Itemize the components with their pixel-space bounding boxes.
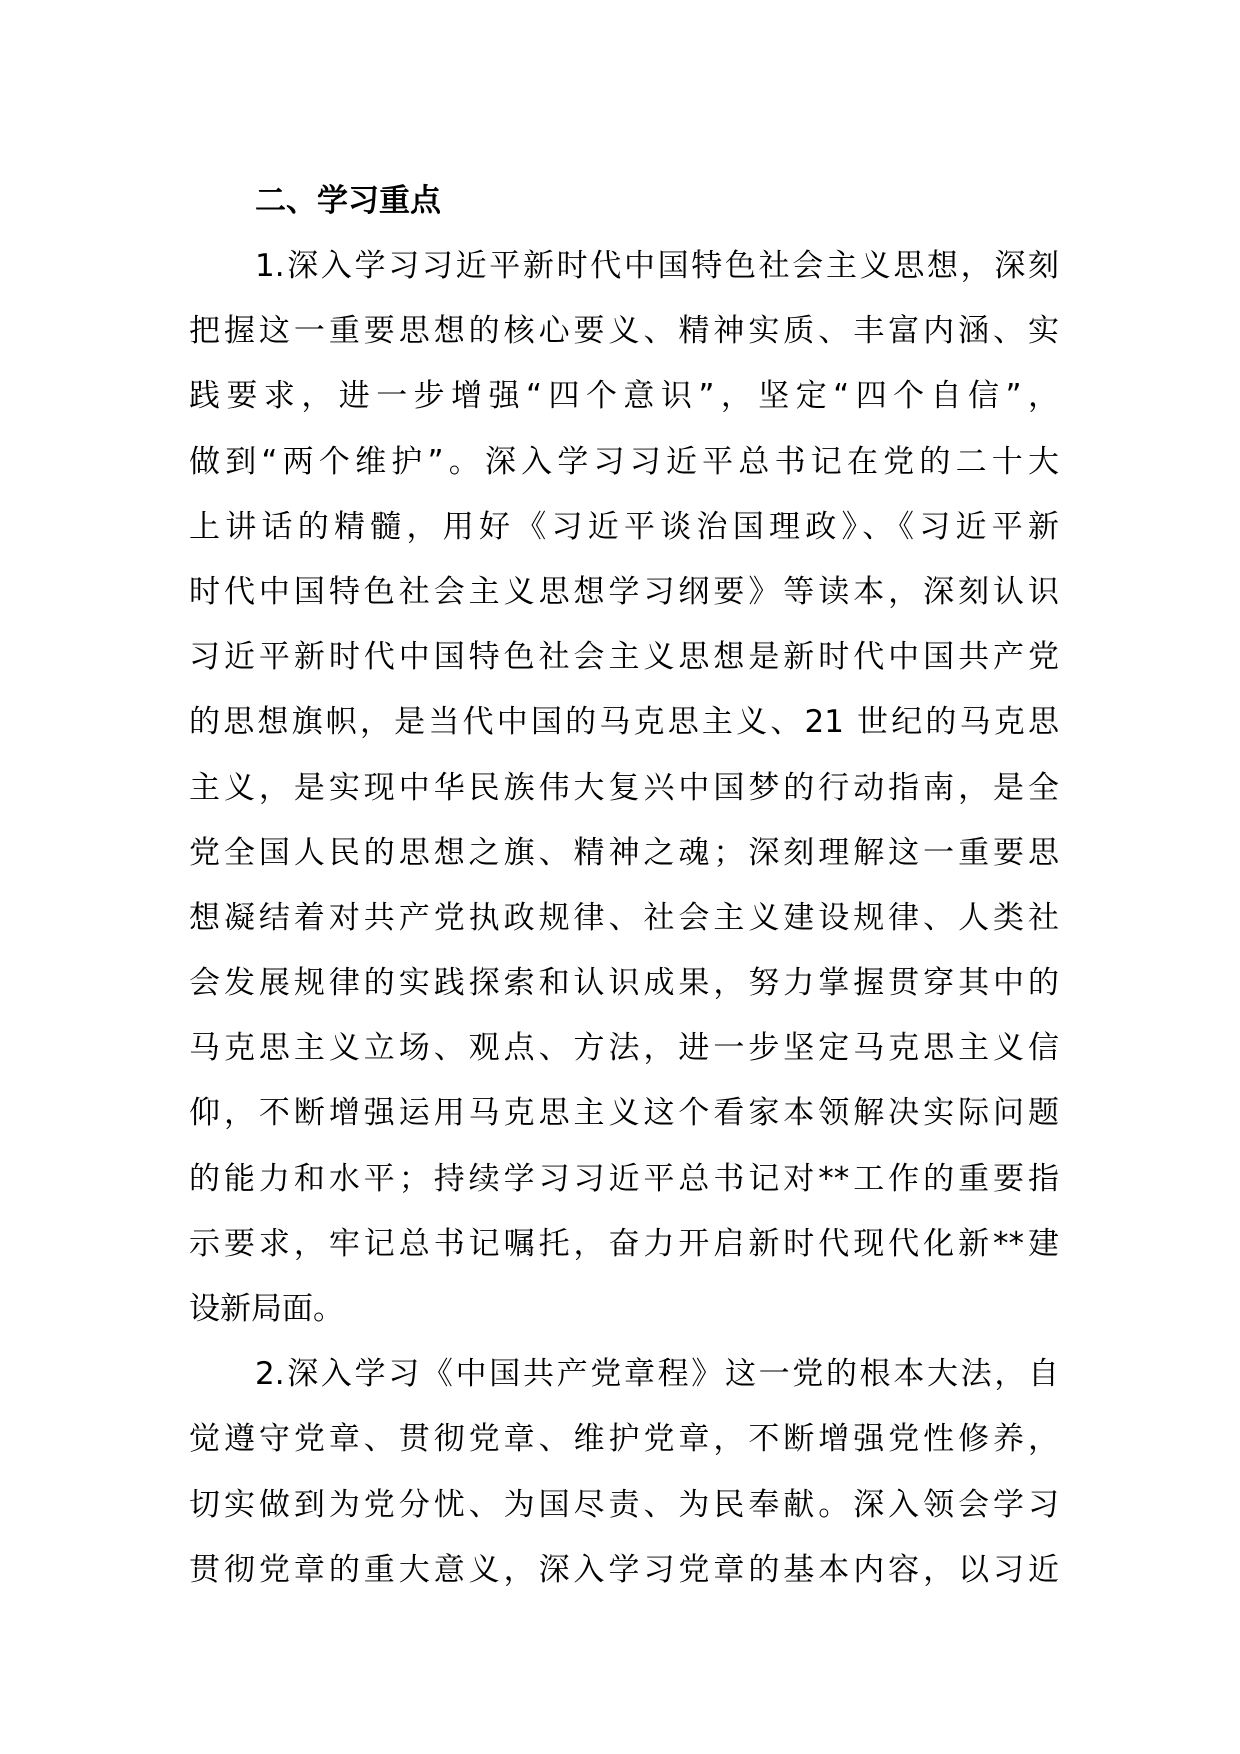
text-line: 主义，是实现中华民族伟大复兴中国梦的行动指南，是全 — [189, 769, 1059, 806]
text-line: 1.深入学习习近平新时代中国特色社会主义思想，深刻 — [255, 248, 1059, 284]
text-line: 仰，不断增强运用马克思主义这个看家本领解决实际问题 — [189, 1095, 1059, 1132]
text-line: 示要求，牢记总书记嘱托，奋力开启新时代现代化新**建 — [189, 1225, 1059, 1262]
text-line: 习近平新时代中国特色社会主义思想是新时代中国共产党 — [189, 639, 1059, 676]
section-heading: 二、学习重点 — [255, 183, 441, 219]
text-line: 马克思主义立场、观点、方法，进一步坚定马克思主义信 — [189, 1030, 1059, 1067]
text-line: 切实做到为党分忧、为国尽责、为民奉献。深入领会学习 — [189, 1486, 1059, 1523]
text-line: 党全国人民的思想之旗、精神之魂；深刻理解这一重要思 — [189, 834, 1059, 871]
text-line: 把握这一重要思想的核心要义、精神实质、丰富内涵、实 — [189, 313, 1059, 350]
document-body — [189, 168, 1059, 1603]
text-line: 践要求，进一步增强“四个意识”，坚定“四个自信”， — [189, 378, 1059, 415]
text-line: 会发展规律的实践探索和认识成果，努力掌握贯穿其中的 — [189, 965, 1059, 1002]
text-line: 上讲话的精髓，用好《习近平谈治国理政》、《习近平新 — [189, 508, 1059, 545]
text-line: 的能力和水平；持续学习习近平总书记对**工作的重要指 — [189, 1160, 1059, 1197]
text-line: 贯彻党章的重大意义，深入学习党章的基本内容，以习近 — [189, 1551, 1059, 1588]
text-line: 时代中国特色社会主义思想学习纲要》等读本，深刻认识 — [189, 573, 1059, 610]
text-line: 想凝结着对共产党执政规律、社会主义建设规律、人类社 — [189, 899, 1059, 936]
text-line: 2.深入学习《中国共产党章程》这一党的根本大法，自 — [255, 1356, 1059, 1393]
text-line: 的思想旗帜，是当代中国的马克思主义、21 世纪的马克思 — [189, 704, 1059, 741]
text-line: 觉遵守党章、贯彻党章、维护党章，不断增强党性修养， — [189, 1421, 1059, 1458]
text-line: 做到“两个维护”。深入学习习近平总书记在党的二十大 — [189, 443, 1059, 480]
text-line: 设新局面。 — [189, 1291, 344, 1327]
paragraph-lines — [189, 234, 1059, 1603]
